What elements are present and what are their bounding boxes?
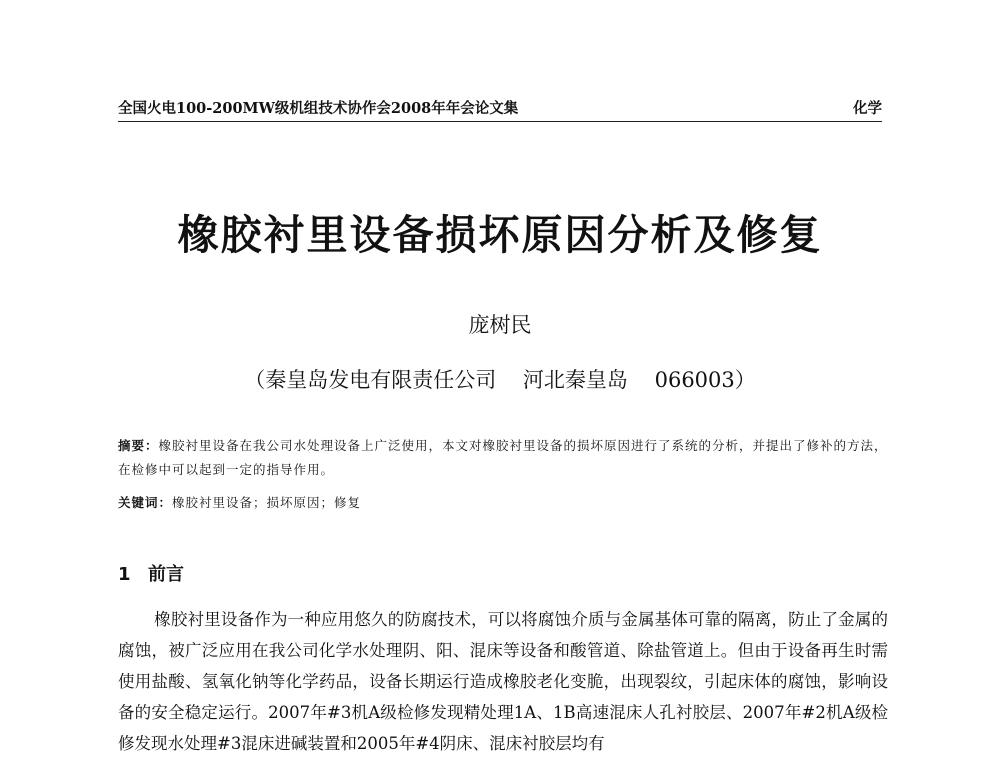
abstract-label: 摘要： — [118, 438, 159, 453]
paragraph-text: 橡胶衬里设备作为一种应用悠久的防腐技术，可以将腐蚀介质与金属基体可靠的隔离，防止了金属的腐蚀，被广泛应用在我公司化学水处理阴、阳、混床等设备和酸管道、除盐管道上。但由于设备再生时需使用盐酸、氢氧化钠等化学药品，设备长期运行造成橡胶老化变脆，出现裂纹，引起床体的腐蚀，影响设备的安全稳定运行。2007年#3机A级检修发现精处理1A、1B高速混床人孔衬胶层、2007年#2机A级检修发现水处理#3混床进碱装置和2005年#4阴床、混床衬胶层均有 — [118, 610, 888, 753]
author-affiliation: （秦皇岛发电有限责任公司 河北秦皇岛 066003） — [244, 368, 756, 392]
running-header — [118, 93, 882, 122]
keywords-text: 橡胶衬里设备；损坏原因；修复 — [172, 495, 362, 510]
abstract — [118, 434, 888, 482]
section-title: 前言 — [148, 564, 184, 585]
keywords — [118, 491, 888, 515]
paper-title: 橡胶衬里设备损坏原因分析及修复 — [177, 211, 823, 259]
section-heading — [118, 560, 184, 586]
subject-category: 化学 — [853, 100, 882, 117]
keywords-label: 关键词： — [118, 495, 173, 510]
proceedings-title: 全国火电100-200MW级机组技术协作会2008年年会论文集 — [118, 100, 519, 117]
abstract-text: 橡胶衬里设备在我公司水处理设备上广泛使用，本文对橡胶衬里设备的损坏原因进行了系统的分析，并提出了修补的方法，在检修中可以起到一定的指导作用。 — [118, 438, 888, 477]
body-paragraph — [118, 604, 888, 759]
section-number: 1 — [118, 564, 131, 585]
author-name: 庞树民 — [468, 313, 532, 337]
